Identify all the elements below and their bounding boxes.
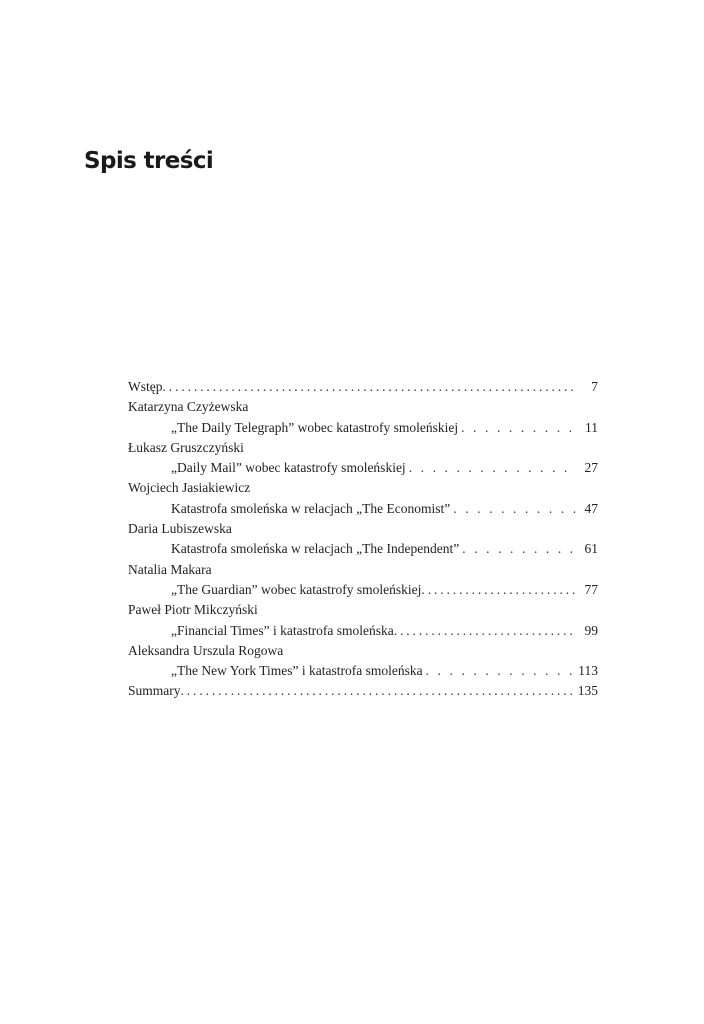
toc-author [128,560,598,580]
toc-page-number: 47 [584,500,598,516]
table-of-contents [128,377,598,702]
dot-leader [394,621,576,641]
author-name: Łukasz Gruszczyński [128,439,244,455]
toc-entry[interactable] [128,580,598,600]
toc-author [128,519,598,539]
dot-leader [181,681,574,701]
dot-leader [453,499,576,519]
author-name: Aleksandra Urszula Rogowa [128,642,284,658]
toc-page-number: 27 [584,460,598,476]
toc-page-number: 99 [584,622,598,638]
author-name: Wojciech Jasiakiewicz [128,480,251,496]
toc-page-number: 77 [584,581,598,597]
toc-entry-summary[interactable] [128,681,598,701]
author-name: Paweł Piotr Mikczyński [128,602,258,618]
dot-leader [163,377,577,397]
toc-author [128,438,598,458]
toc-entry-title: Summary [128,683,181,699]
toc-entry-title: Wstęp [128,379,163,394]
toc-page-number: 113 [578,663,598,679]
toc-entry-title: „Financial Times” i katastrofa smoleńska [171,622,394,638]
dot-leader [461,418,576,438]
toc-page-number: 7 [591,379,598,394]
toc-page-number: 61 [584,541,598,557]
dot-leader [462,539,576,559]
toc-entry-title: „The Daily Telegraph” wobec katastrofy smoleńskiej [171,419,459,435]
dot-leader [409,458,576,478]
toc-entry-title: „Daily Mail” wobec katastrofy smoleńskiej [171,460,406,476]
page-title: Spis treści [84,148,214,174]
author-name: Natalia Makara [128,561,212,577]
toc-author [128,397,598,417]
author-name: Katarzyna Czyżewska [128,399,249,415]
author-name: Daria Lubiszewska [128,521,232,537]
toc-entry-title: Katastrofa smoleńska w relacjach „The Economist” [171,500,451,516]
toc-entry[interactable] [128,458,598,478]
toc-page-number: 135 [577,683,598,699]
toc-entry-title: Katastrofa smoleńska w relacjach „The Independent” [171,541,460,557]
toc-entry-title: „The New York Times” i katastrofa smoleńska [171,663,423,679]
dot-leader [426,661,575,681]
toc-entry[interactable] [128,499,598,519]
dot-leader [421,580,576,600]
toc-entry[interactable] [128,621,598,641]
toc-entry-intro[interactable] [128,377,598,397]
toc-page-number: 11 [585,419,598,435]
toc-entry[interactable] [128,539,598,559]
toc-author [128,600,598,620]
toc-author [128,478,598,498]
toc-entry[interactable] [128,661,598,681]
toc-entry-title: „The Guardian” wobec katastrofy smoleńskiej [171,581,422,597]
toc-entry[interactable] [128,418,598,438]
toc-author [128,641,598,661]
